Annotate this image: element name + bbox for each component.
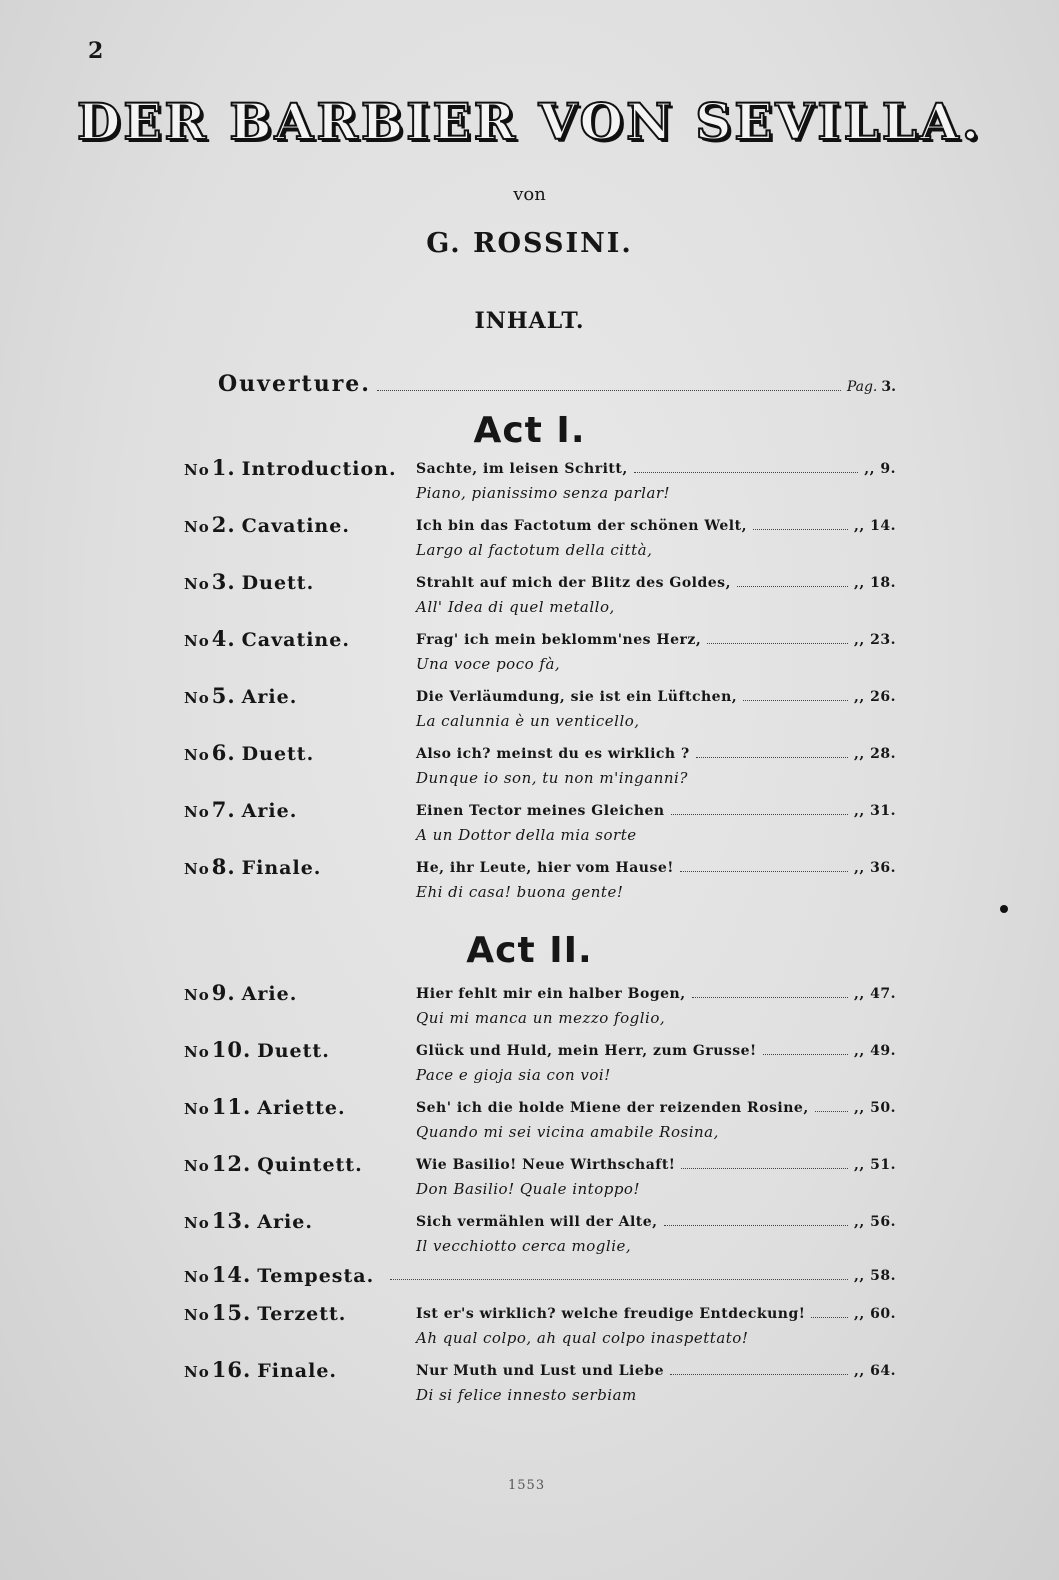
number-prefix: No [184,1157,210,1175]
page-ref: ,, 50. [854,1100,896,1116]
list-item [184,683,896,737]
page-number: 2 [88,38,104,64]
german-text: Also ich? meinst du es wirklich ? [416,746,690,762]
number-prefix: No [184,1214,210,1232]
german-text: Hier fehlt mir ein halber Bogen, [416,986,686,1002]
number-value: 1. [211,455,236,480]
list-item [184,1151,896,1205]
italian-line: La calunnia è un venticello, [416,712,640,730]
byline: von [513,184,546,205]
page-ref: ,, 36. [854,860,896,876]
number-value: 13. [211,1208,252,1233]
number-label [184,683,297,708]
list-item [184,1037,896,1091]
number-label [184,1208,313,1233]
page-ref: ,, 18. [854,575,896,591]
page-ref: ,, 58. [854,1268,896,1284]
number-value: 4. [211,626,236,651]
list-item [184,1357,896,1411]
overture-name: Ouverture. [218,371,371,397]
piece-type: Cavatine. [241,629,350,651]
piece-type: Duett. [257,1040,330,1062]
list-item [184,1300,896,1354]
page-value: 3. [881,379,896,395]
composer-name: G. ROSSINI. [426,228,633,259]
piece-type: Arie. [241,983,298,1005]
piece-type: Finale. [241,857,322,879]
number-value: 6. [211,740,236,765]
list-item [184,740,896,794]
page-ref: ,, 64. [854,1363,896,1379]
italian-line: Ehi di casa! buona gente! [416,883,624,901]
page-ref: ,, 56. [854,1214,896,1230]
number-label [184,1037,330,1062]
italian-line: Di si felice innesto serbiam [416,1386,637,1404]
italian-line: Quando mi sei vicina amabile Rosina, [416,1123,719,1141]
german-line [416,1043,896,1060]
number-prefix: No [184,860,210,878]
number-value: 7. [211,797,236,822]
number-value: 2. [211,512,236,537]
piece-type: Introduction. [241,458,397,480]
leader-dots [753,529,848,530]
number-label [184,455,397,480]
page-label: Pag. [846,379,878,395]
german-text: Ist er's wirklich? welche freudige Entdeckung! [416,1306,806,1322]
german-line [416,1100,896,1117]
german-line [416,518,896,535]
italian-line: Largo al factotum della città, [416,541,653,559]
number-label [184,1094,346,1119]
german-text: Einen Tector meines Gleichen [416,803,665,819]
plate-number: 1553 [508,1478,546,1493]
leader-dots [743,700,848,701]
page-ref: ,, 31. [854,803,896,819]
leader-dots [811,1317,848,1318]
german-text: Seh' ich die holde Miene der reizenden Rosine, [416,1100,809,1116]
overture-entry [218,371,896,397]
italian-line: Ah qual colpo, ah qual colpo inaspettato! [416,1329,749,1347]
german-text: Die Verläumdung, sie ist ein Lüftchen, [416,689,738,705]
opera-title: DER BARBIER VON SEVILLA. [76,92,983,151]
piece-type: Terzett. [257,1303,347,1325]
list-item [184,1262,896,1292]
german-line [384,1268,896,1285]
leader-dots [692,997,848,998]
german-line [416,803,896,820]
german-line [416,632,896,649]
piece-type: Arie. [257,1211,313,1233]
number-label [184,740,314,765]
italian-line: A un Dottor della mia sorte [416,826,637,844]
list-item [184,854,896,908]
page-ref: ,, 60. [854,1306,896,1322]
act-heading: Act II. [466,930,593,971]
number-prefix: No [184,575,210,593]
ink-speck [1000,905,1008,913]
number-prefix: No [184,1100,210,1118]
overture-page [847,379,896,395]
german-text: Nur Muth und Lust und Liebe [416,1363,664,1379]
list-item [184,797,896,851]
number-label [184,626,350,651]
number-prefix: No [184,1363,210,1381]
german-text: Frag' ich mein beklomm'nes Herz, [416,632,702,648]
piece-type: Finale. [257,1360,338,1382]
number-prefix: No [184,1043,210,1061]
number-prefix: No [184,632,210,650]
list-item [184,980,896,1034]
german-line [416,689,896,706]
number-label [184,512,350,537]
german-line [416,1363,896,1380]
leader-dots [815,1111,848,1112]
number-value: 9. [211,980,236,1005]
list-item [184,1094,896,1148]
german-line [416,1157,896,1174]
number-value: 11. [211,1094,252,1119]
list-item [184,626,896,680]
italian-line: Pace e gioja sia con voi! [416,1066,611,1084]
leader-dots [763,1054,848,1055]
page-ref: ,, 23. [854,632,896,648]
leader-dots [680,871,848,872]
leader-dots [671,814,848,815]
leader-dots [670,1374,848,1375]
piece-type: Arie. [241,800,298,822]
number-prefix: No [184,986,210,1004]
italian-line: All' Idea di quel metallo, [416,598,615,616]
piece-type: Quintett. [257,1154,363,1176]
piece-type: Duett. [241,572,315,594]
german-line [416,1214,896,1231]
german-line [416,986,896,1003]
number-prefix: No [184,1306,210,1324]
piece-type: Duett. [241,743,315,765]
number-prefix: No [184,518,210,536]
page-ref: ,, 47. [854,986,896,1002]
leader-dots [696,757,848,758]
number-value: 5. [211,683,236,708]
number-prefix: No [184,803,210,821]
piece-type: Tempesta. [257,1265,375,1287]
italian-line: Don Basilio! Quale intoppo! [416,1180,640,1198]
german-line [416,860,896,877]
list-item [184,1208,896,1262]
number-prefix: No [184,1268,210,1286]
german-line [416,1306,896,1323]
number-value: 12. [211,1151,252,1176]
italian-line: Piano, pianissimo senza parlar! [416,484,671,502]
number-label [184,1151,363,1176]
german-text: He, ihr Leute, hier vom Hause! [416,860,674,876]
leader-dots [634,472,859,473]
german-text: Wie Basilio! Neue Wirthschaft! [416,1157,676,1173]
leader-dots [707,643,848,644]
act-heading: Act I. [473,410,586,451]
page-ref: ,, 26. [854,689,896,705]
german-text: Sich vermählen will der Alte, [416,1214,658,1230]
number-label [184,1262,374,1287]
number-label [184,569,314,594]
german-text: Glück und Huld, mein Herr, zum Grusse! [416,1043,757,1059]
number-value: 15. [211,1300,252,1325]
page-ref: ,, 49. [854,1043,896,1059]
number-prefix: No [184,746,210,764]
leader-dots [664,1225,848,1226]
piece-type: Cavatine. [241,515,350,537]
number-value: 16. [211,1357,252,1382]
number-label [184,1357,337,1382]
italian-line: Il vecchiotto cerca moglie, [416,1237,632,1255]
list-item [184,569,896,623]
italian-line: Dunque io son, tu non m'inganni? [416,769,688,787]
number-label [184,1300,346,1325]
leader-dots [681,1168,848,1169]
italian-line: Qui mi manca un mezzo foglio, [416,1009,666,1027]
number-value: 3. [211,569,236,594]
page-ref: ,, 51. [854,1157,896,1173]
german-text: Ich bin das Factotum der schönen Welt, [416,518,747,534]
german-text: Strahlt auf mich der Blitz des Goldes, [416,575,731,591]
number-prefix: No [184,689,210,707]
number-value: 10. [211,1037,252,1062]
number-label [184,797,297,822]
list-item [184,512,896,566]
page-ref: ,, 9. [864,461,896,477]
number-value: 8. [211,854,236,879]
number-label [184,854,321,879]
piece-type: Arie. [241,686,298,708]
number-prefix: No [184,461,210,479]
contents-heading: INHALT. [474,308,585,334]
leader-dots [390,1279,848,1280]
list-item [184,455,896,509]
page-ref: ,, 28. [854,746,896,762]
german-line [416,746,896,763]
leader-dots [377,390,841,391]
number-label [184,980,297,1005]
italian-line: Una voce poco fà, [416,655,561,673]
german-text: Sachte, im leisen Schritt, [416,461,628,477]
number-value: 14. [211,1262,252,1287]
german-line [416,575,896,592]
leader-dots [737,586,848,587]
german-line [416,461,896,478]
piece-type: Ariette. [257,1097,346,1119]
page-ref: ,, 14. [854,518,896,534]
